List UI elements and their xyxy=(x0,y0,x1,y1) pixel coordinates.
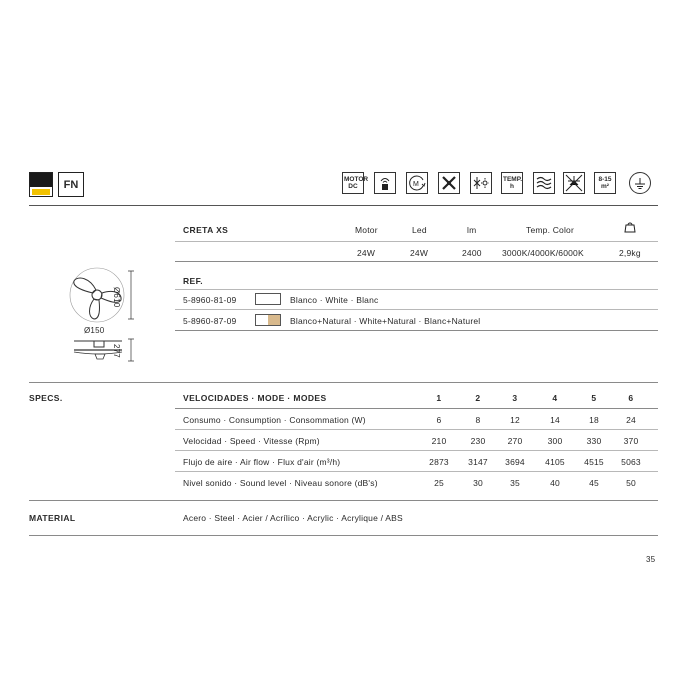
diameter-bottom-label: Ø150 xyxy=(84,326,105,335)
specs-top-line xyxy=(29,382,658,383)
spec-value: 4105 xyxy=(545,457,565,467)
col-motor: Motor xyxy=(355,225,378,235)
spec-value: 6 xyxy=(436,415,442,425)
spec-value: 30 xyxy=(473,478,483,488)
speeds-header: VELOCIDADES · MODE · MODES xyxy=(183,393,327,403)
motor-m-icon xyxy=(406,172,428,194)
product-values-line xyxy=(175,261,658,262)
value-led: 24W xyxy=(410,248,429,258)
ref-title-line xyxy=(175,289,658,290)
product-header-line xyxy=(175,241,658,242)
spec-value: 40 xyxy=(550,478,560,488)
value-lm: 2400 xyxy=(462,248,482,258)
light-type-icon xyxy=(29,172,53,197)
spec-value: 300 xyxy=(547,436,563,446)
spec-value: 330 xyxy=(586,436,602,446)
page-number: 35 xyxy=(646,555,656,564)
speed-4: 4 xyxy=(552,393,558,403)
area-8-15-icon: 8-15 m² xyxy=(594,172,616,194)
spec-value: 18 xyxy=(589,415,599,425)
spec-value: 14 xyxy=(550,415,560,425)
spec-row-line xyxy=(175,450,658,451)
winter-summer-icon xyxy=(470,172,492,194)
spec-row-label: Consumo · Consumption · Consommation (W) xyxy=(183,415,366,425)
spec-value: 4515 xyxy=(584,457,604,467)
diameter-top-label: Ø610 xyxy=(112,287,121,308)
spec-value: 270 xyxy=(507,436,523,446)
ref-row-line xyxy=(175,309,658,310)
spec-value: 35 xyxy=(510,478,520,488)
spec-row-label: Velocidad · Speed · Vitesse (Rpm) xyxy=(183,436,320,446)
material-bottom-line xyxy=(29,535,658,536)
spec-value: 12 xyxy=(510,415,520,425)
spec-value: 8 xyxy=(475,415,481,425)
spec-row-line xyxy=(175,429,658,430)
ref-title: REF. xyxy=(183,276,204,286)
spec-row-label: Flujo de aire · Air flow · Flux d'air (m³/h) xyxy=(183,457,341,467)
col-led: Led xyxy=(412,225,427,235)
spec-value: 25 xyxy=(434,478,444,488)
speed-1: 1 xyxy=(436,393,442,403)
speed-2: 2 xyxy=(475,393,481,403)
no-light-icon xyxy=(563,172,585,194)
motor-dc-icon: MOTOR DC xyxy=(342,172,364,194)
spec-value: 2873 xyxy=(429,457,449,467)
spec-value: 45 xyxy=(589,478,599,488)
ref-description: Blanco+Natural · White+Natural · Blanc+Naturel xyxy=(290,316,481,326)
remote-control-icon xyxy=(374,172,396,194)
svg-text:M: M xyxy=(413,181,419,188)
ref-code: 5-8960-81-09 xyxy=(183,295,237,305)
ground-earth-icon xyxy=(629,172,651,194)
color-swatch-white-natural xyxy=(255,314,281,326)
fan-blades-icon xyxy=(438,172,460,194)
spec-value: 50 xyxy=(626,478,636,488)
spec-value: 5063 xyxy=(621,457,641,467)
value-motor: 24W xyxy=(357,248,376,258)
specs-label: SPECS. xyxy=(29,393,63,403)
fn-badge: FN xyxy=(58,172,84,197)
fan-side-view-drawing xyxy=(60,336,140,366)
wind-speeds-icon xyxy=(533,172,555,194)
material-top-line xyxy=(29,500,658,501)
col-temp-color: Temp. Color xyxy=(526,225,575,235)
speed-6: 6 xyxy=(628,393,634,403)
color-swatch-white xyxy=(255,293,281,305)
ref-end-line xyxy=(175,330,658,331)
ref-description: Blanco · White · Blanc xyxy=(290,295,379,305)
spec-row-label: Nivel sonido · Sound level · Niveau sonore (dB's) xyxy=(183,478,378,488)
weight-icon xyxy=(624,220,636,238)
ref-code: 5-8960-87-09 xyxy=(183,316,237,326)
spec-value: 3147 xyxy=(468,457,488,467)
spec-value: 230 xyxy=(470,436,486,446)
spec-value: 3694 xyxy=(505,457,525,467)
material-value: Acero · Steel · Acier / Acrílico · Acrylic · Acrylique / ABS xyxy=(183,513,403,523)
height-label: 277 xyxy=(112,344,121,358)
header-divider xyxy=(29,205,658,206)
temp-timer-icon: TEMP. h xyxy=(501,172,523,194)
spec-value: 370 xyxy=(623,436,639,446)
material-label: MATERIAL xyxy=(29,513,76,523)
value-temp-color: 3000K/4000K/6000K xyxy=(502,248,584,258)
spec-value: 210 xyxy=(431,436,447,446)
spec-row-line xyxy=(175,471,658,472)
speed-5: 5 xyxy=(591,393,597,403)
specs-header-line xyxy=(175,408,658,409)
col-lm: lm xyxy=(467,225,477,235)
product-name: CRETA XS xyxy=(183,225,229,235)
speed-3: 3 xyxy=(512,393,518,403)
spec-value: 24 xyxy=(626,415,636,425)
value-weight: 2,9kg xyxy=(619,248,641,258)
